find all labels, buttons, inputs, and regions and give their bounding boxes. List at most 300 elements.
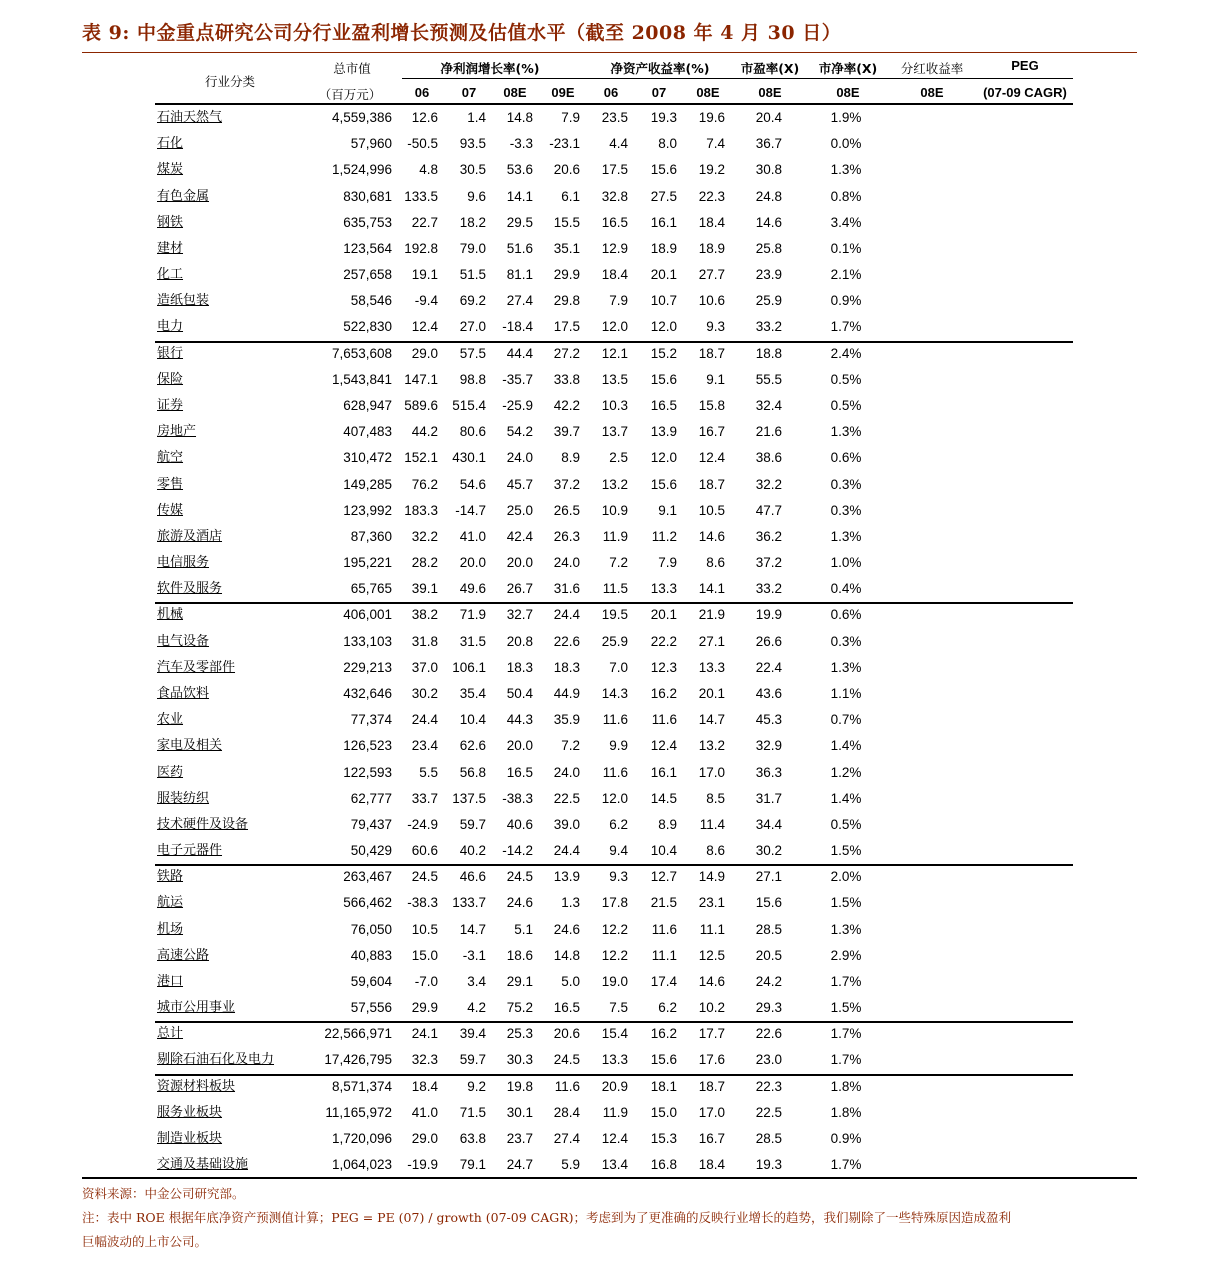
table-cell: 126,523 [343,738,392,753]
table-cell: 22.7 [411,215,438,230]
table-cell: 1.3 [561,895,580,910]
table-cell: 18.4 [411,1079,438,1094]
table-cell: 35.1 [553,241,580,256]
table-cell: 25.9 [755,293,782,308]
table-cell: 830,681 [343,189,392,204]
table-cell: 41.0 [459,529,486,544]
table-row [0,890,1224,916]
industry-name: 服装纺织 [157,791,210,806]
table-cell: 17.5 [553,319,580,334]
table-row [0,393,1224,419]
table-cell: 32.2 [411,529,438,544]
industry-name: 电气设备 [157,634,210,649]
table-cell: -7.0 [414,974,438,989]
table-cell: 30.2 [755,843,782,858]
industry-name: 电力 [157,319,184,334]
industry-name: 农业 [157,712,184,727]
table-row [0,838,1224,864]
table-cell: 1.1% [830,686,862,701]
table-cell: 17.7 [698,1026,725,1041]
table-cell: 19.2 [698,162,725,177]
table-cell: 20.6 [553,162,580,177]
table-cell: 18.2 [459,215,486,230]
table-cell: 3.4 [467,974,486,989]
table-cell: 133.5 [404,189,438,204]
industry-name: 煤炭 [157,162,184,177]
industry-name: 铁路 [157,869,184,884]
table-cell: 152.1 [404,450,438,465]
table-cell: 1.5% [830,843,862,858]
table-row [0,1100,1224,1126]
table-row [0,157,1224,183]
table-cell: 1.8% [830,1079,862,1094]
table-cell: 56.8 [459,765,486,780]
table-row [0,1074,1224,1100]
table-cell: 11.2 [651,529,677,544]
table-cell: 18.3 [506,660,533,675]
table-cell: 79,437 [350,817,392,832]
table-cell: 11.9 [602,529,628,544]
table-row [0,629,1224,655]
note-line-1: 注：表中 ROE 根据年底净资产预测值计算；PEG = PE (07) / growth (07-09 CAGR)；考虑到为了更准确的反映行业增长的趋势，我们剔除了一些特殊原因造成盈利 [82,1210,1012,1225]
table-cell: 33.2 [755,581,782,596]
table-row [0,1021,1224,1047]
header-peg-sub: (07-09 CAGR) [983,85,1067,100]
table-cell: 26.3 [553,529,580,544]
table-cell: -14.7 [455,503,486,518]
table-cell: 32.3 [411,1052,438,1067]
table-cell: 54.2 [506,424,533,439]
table-cell: 71.5 [459,1105,486,1120]
industry-name: 石油天然气 [157,110,223,125]
table-cell: 123,992 [343,503,392,518]
header-peg: PEG [1011,58,1039,73]
header-roe-07: 07 [651,85,667,100]
table-cell: 30.1 [506,1105,533,1120]
table-cell: 32.7 [506,607,533,622]
table-cell: 14.6 [755,215,782,230]
table-cell: 11.1 [651,948,677,963]
header-pe-08e: 08E [758,85,782,100]
table-cell: 31.7 [755,791,782,806]
table-cell: 21.6 [755,424,782,439]
table-cell: 7.4 [706,136,725,151]
table-cell: 22.3 [698,189,725,204]
table-cell: 22,566,971 [324,1026,392,1041]
table-cell: 29.3 [755,1000,782,1015]
header-div-08e: 08E [920,85,944,100]
table-cell: 1.4 [467,110,486,125]
table-cell: 42.4 [506,529,533,544]
table-row [0,262,1224,288]
table-row [0,812,1224,838]
table-cell: 21.9 [698,607,725,622]
table-cell: 0.8% [830,189,862,204]
table-cell: 7.2 [609,555,628,570]
table-cell: 16.5 [506,765,533,780]
table-cell: 10.5 [411,922,438,937]
table-cell: 29.1 [506,974,533,989]
table-cell: 14.1 [698,581,725,596]
table-cell: 13.4 [601,1157,628,1172]
industry-name: 技术硬件及设备 [157,817,249,832]
table-cell: 27.1 [755,869,782,884]
industry-name: 传媒 [157,503,184,518]
table-cell: -50.5 [407,136,438,151]
table-row [0,917,1224,943]
table-cell: 2.5 [609,450,628,465]
table-cell: 29.8 [553,293,580,308]
table-row [0,969,1224,995]
table-row [0,576,1224,602]
table-cell: 40.2 [459,843,486,858]
table-cell: 19.6 [698,110,725,125]
table-cell: 16.5 [601,215,628,230]
table-cell: 19.5 [601,607,628,622]
table-cell: 7.0 [609,660,628,675]
industry-name: 软件及服务 [157,581,223,596]
table-cell: 19.1 [411,267,438,282]
table-cell: 79.1 [459,1157,486,1172]
table-cell: 12.0 [601,319,628,334]
table-cell: 14.8 [506,110,533,125]
table-cell: 13.9 [553,869,580,884]
table-cell: 36.2 [755,529,782,544]
table-cell: 37.0 [411,660,438,675]
header-mktcap: 总市值 [333,61,371,76]
table-cell: 29.5 [506,215,533,230]
table-cell: 32.8 [601,189,628,204]
table-cell: 23.5 [601,110,628,125]
table-cell: 33.2 [755,319,782,334]
industry-name: 交通及基础设施 [157,1157,249,1172]
table-cell: 20.1 [698,686,725,701]
table-cell: 1.5% [830,1000,862,1015]
industry-name: 资源材料板块 [157,1079,236,1094]
table-cell: 29.9 [553,267,580,282]
table-row [0,472,1224,498]
table-cell: 50.4 [506,686,533,701]
table-cell: 6.1 [561,189,580,204]
table-row [0,210,1224,236]
table-cell: 15.6 [650,1052,677,1067]
table-cell: 31.8 [411,634,438,649]
table-cell: -35.7 [502,372,533,387]
table-cell: 430.1 [452,450,486,465]
table-cell: 39.1 [411,581,438,596]
table-cell: 16.5 [650,398,677,413]
header-roe-06: 06 [603,85,619,100]
table-cell: 10.9 [601,503,628,518]
table-cell: 11.9 [602,1105,628,1120]
table-cell: 31.5 [459,634,486,649]
table-cell: 9.6 [467,189,486,204]
table-row [0,445,1224,471]
table-cell: 45.7 [506,477,533,492]
table-row [0,236,1224,262]
table-cell: 11.6 [651,922,677,937]
table-cell: 31.6 [553,581,580,596]
table-cell: 15.0 [411,948,438,963]
table-cell: 7.9 [561,110,580,125]
table-cell: 23.9 [755,267,782,282]
table-cell: 12.4 [601,1131,628,1146]
table-row [0,760,1224,786]
table-cell: 5.0 [561,974,580,989]
table-cell: 16.7 [698,424,725,439]
industry-name: 城市公用事业 [157,1000,236,1015]
table-cell: 17.8 [601,895,628,910]
industry-name: 港口 [157,974,184,989]
table-cell: 47.7 [755,503,782,518]
table-cell: 22.2 [650,634,677,649]
table-cell: 9.1 [706,372,725,387]
table-row [0,786,1224,812]
table-cell: 4,559,386 [331,110,392,125]
header-np-06: 06 [414,85,430,100]
table-cell: 51.5 [459,267,486,282]
table-cell: 122,593 [343,765,392,780]
table-row [0,1152,1224,1178]
table-cell: 1.7% [830,319,862,334]
table-cell: 24.6 [553,922,580,937]
table-cell: 15.6 [650,372,677,387]
table-cell: 76,050 [350,922,392,937]
table-cell: 12.4 [650,738,677,753]
table-cell: 11,165,972 [325,1105,392,1120]
table-row [0,419,1224,445]
table-cell: 29.9 [411,1000,438,1015]
note-line-2: 巨幅波动的上市公司。 [82,1234,208,1249]
table-cell: 16.1 [650,215,677,230]
table-cell: 12.9 [601,241,628,256]
table-cell: 8.9 [658,817,677,832]
industry-name: 汽车及零部件 [157,660,236,675]
table-cell: 14.6 [698,529,725,544]
table-cell: 0.3% [830,477,862,492]
table-cell: 406,001 [343,607,392,622]
table-cell: 4.2 [467,1000,486,1015]
header-roe-08e: 08E [696,85,720,100]
table-cell: 17.4 [650,974,677,989]
table-cell: 22.4 [755,660,782,675]
table-cell: 133.7 [452,895,486,910]
table-cell: 8,571,374 [331,1079,392,1094]
table-cell: 58,546 [350,293,392,308]
table-cell: 27.7 [698,267,725,282]
table-cell: 8.0 [658,136,677,151]
table-cell: 8.9 [561,450,580,465]
table-cell: 7.2 [561,738,580,753]
table-cell: 14.7 [459,922,486,937]
table-cell: -3.1 [462,948,486,963]
industry-name: 房地产 [157,424,197,439]
table-cell: 522,830 [343,319,392,334]
table-cell: 35.4 [459,686,486,701]
table-cell: 11.6 [602,712,628,727]
industry-name: 家电及相关 [157,738,223,753]
table-cell: 23.4 [411,738,438,753]
table-cell: 36.3 [755,765,782,780]
header-div: 分红收益率 [900,61,964,76]
industry-name: 高速公路 [157,948,210,963]
table-cell: 20.6 [553,1026,580,1041]
table-row [0,524,1224,550]
table-cell: 0.1% [830,241,862,256]
table-cell: 1.3% [830,529,862,544]
table-cell: 7,653,608 [331,346,392,361]
table-cell: 93.5 [459,136,486,151]
table-cell: 20.9 [601,1079,628,1094]
table-cell: 25.8 [755,241,782,256]
table-cell: 12.6 [411,110,438,125]
table-cell: 14.8 [553,948,580,963]
table-cell: 16.2 [650,686,677,701]
table-cell: 1.7% [830,1157,862,1172]
table-cell: 19.3 [755,1157,782,1172]
table-cell: 25.3 [506,1026,533,1041]
table-row [0,314,1224,340]
table-row [0,602,1224,628]
industry-name: 电信服务 [157,555,210,570]
table-cell: 2.1% [830,267,862,282]
table-cell: 10.5 [698,503,725,518]
table-cell: 81.1 [506,267,533,282]
industry-name: 制造业板块 [157,1131,223,1146]
header-np-07: 07 [461,85,477,100]
table-cell: 11.5 [602,581,628,596]
table-cell: 12.4 [411,319,438,334]
table-cell: 40.6 [506,817,533,832]
table-cell: 310,472 [343,450,392,465]
table-cell: 18.3 [553,660,580,675]
table-cell: 24.5 [506,869,533,884]
industry-name: 保险 [157,372,184,387]
table-cell: 19.8 [506,1079,533,1094]
table-cell: 27.5 [650,189,677,204]
header-roe: 净资产收益率(%) [610,61,710,76]
table-cell: 12.2 [601,922,628,937]
table-cell: 21.5 [650,895,677,910]
table-cell: 192.8 [404,241,438,256]
table-cell: 515.4 [452,398,486,413]
table-cell: 26.5 [553,503,580,518]
industry-name: 机械 [157,607,184,622]
table-cell: 28.4 [553,1105,580,1120]
industry-name: 石化 [157,136,184,151]
table-cell: 12.4 [698,450,725,465]
table-cell: 0.6% [830,607,862,622]
table-cell: 13.9 [650,424,677,439]
table-cell: 29.0 [411,1131,438,1146]
table-cell: 407,483 [343,424,392,439]
industry-name: 航空 [157,450,184,465]
table-cell: 2.9% [830,948,862,963]
table-cell: 13.7 [601,424,628,439]
table-cell: 11.1 [699,922,725,937]
table-cell: 1.4% [830,738,862,753]
table-cell: 11.6 [651,712,677,727]
table-cell: 0.3% [830,503,862,518]
table-cell: 20.1 [650,267,677,282]
table-cell: 28.2 [411,555,438,570]
table-cell: 13.2 [698,738,725,753]
table-cell: 0.6% [830,450,862,465]
industry-name: 银行 [157,346,184,361]
table-cell: 42.2 [553,398,580,413]
table-cell: 33.7 [411,791,438,806]
table-cell: 40,883 [350,948,392,963]
table-cell: 22.5 [553,791,580,806]
table-cell: 1,720,096 [331,1131,392,1146]
industry-name: 医药 [157,765,184,780]
table-cell: 17.0 [698,765,725,780]
table-bottom-rule [82,1177,1137,1179]
table-cell: 24.0 [553,555,580,570]
table-cell: 20.0 [459,555,486,570]
table-cell: 59.7 [459,1052,486,1067]
table-cell: 38.2 [411,607,438,622]
table-cell: 33.8 [553,372,580,387]
table-cell: 26.6 [755,634,782,649]
table-cell: 22.6 [755,1026,782,1041]
table-cell: 17.0 [698,1105,725,1120]
table-cell: 12.2 [601,948,628,963]
table-title: 表 9: 中金重点研究公司分行业盈利增长预测及估值水平（截至 2008 年 4 月 30 日） [82,22,842,44]
table-cell: 80.6 [459,424,486,439]
table-cell: 17.6 [698,1052,725,1067]
table-cell: 57,556 [350,1000,392,1015]
table-cell: 30.8 [755,162,782,177]
table-cell: 16.1 [650,765,677,780]
table-cell: 35.9 [553,712,580,727]
table-cell: 26.7 [506,581,533,596]
table-cell: 10.2 [698,1000,725,1015]
table-cell: 229,213 [343,660,392,675]
industry-name: 航运 [157,895,184,910]
table-cell: 7.5 [609,1000,628,1015]
table-cell: 15.0 [650,1105,677,1120]
table-cell: 59,604 [350,974,392,989]
table-cell: 1.3% [830,922,862,937]
table-cell: 0.5% [830,398,862,413]
table-cell: 22.5 [755,1105,782,1120]
table-cell: 9.3 [609,869,628,884]
table-cell: 39.0 [553,817,580,832]
table-cell: 0.3% [830,634,862,649]
table-cell: 16.5 [553,1000,580,1015]
table-cell: 1,543,841 [331,372,392,387]
table-cell: 24.0 [553,765,580,780]
table-cell: 44.3 [506,712,533,727]
table-cell: 0.5% [830,817,862,832]
table-cell: 30.5 [459,162,486,177]
table-cell: 6.2 [609,817,628,832]
table-cell: -9.4 [414,293,438,308]
table-cell: 24.5 [411,869,438,884]
table-cell: 20.0 [506,555,533,570]
table-cell: 44.2 [411,424,438,439]
table-row [0,864,1224,890]
table-row [0,1047,1224,1073]
table-cell: -25.9 [502,398,533,413]
table-cell: 7.9 [609,293,628,308]
table-cell: 566,462 [343,895,392,910]
table-cell: 1,524,996 [331,162,392,177]
table-cell: 39.4 [459,1026,486,1041]
table-cell: 1.3% [830,162,862,177]
table-cell: 147.1 [404,372,438,387]
